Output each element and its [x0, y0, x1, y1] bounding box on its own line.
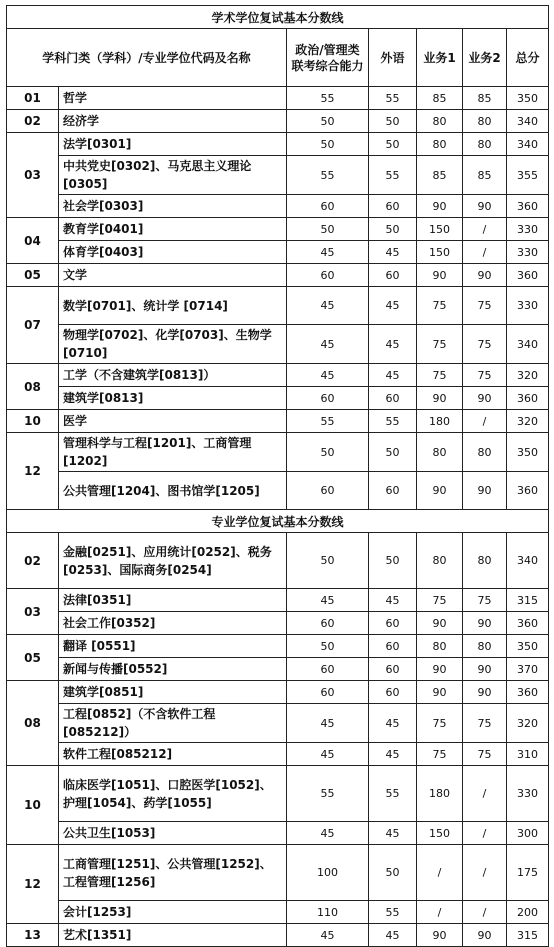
total-score: 360	[507, 612, 549, 635]
table-row	[7, 612, 549, 635]
language-score: 60	[369, 612, 417, 635]
section-title: 学术学位复试基本分数线	[7, 6, 549, 29]
business1-score: 90	[417, 195, 463, 218]
discipline-name: 新闻与传播[0552]	[59, 658, 287, 681]
discipline-name: 法学[0301]	[59, 133, 287, 156]
table-row	[7, 156, 549, 195]
total-score: 330	[507, 241, 549, 264]
table-row	[7, 533, 549, 589]
business2-score: 75	[463, 589, 507, 612]
business1-score: 75	[417, 743, 463, 766]
business1-score: 85	[417, 156, 463, 195]
business1-score: 90	[417, 612, 463, 635]
language-score: 60	[369, 635, 417, 658]
business2-score: 90	[463, 472, 507, 510]
business2-score: 75	[463, 743, 507, 766]
politics-score: 50	[287, 635, 369, 658]
discipline-code: 10	[7, 766, 59, 845]
section-title-row	[7, 510, 549, 533]
business2-score: /	[463, 766, 507, 822]
business1-score: 90	[417, 387, 463, 410]
language-score: 45	[369, 589, 417, 612]
discipline-name: 教育学[0401]	[59, 218, 287, 241]
discipline-name: 法律[0351]	[59, 589, 287, 612]
discipline-name: 中共党史[0302]、马克思主义理论[0305]	[59, 156, 287, 195]
politics-score: 55	[287, 87, 369, 110]
business1-score: 75	[417, 287, 463, 325]
business2-score: /	[463, 901, 507, 924]
total-score: 360	[507, 264, 549, 287]
table-row	[7, 287, 549, 325]
discipline-code: 08	[7, 364, 59, 410]
business1-score: 75	[417, 704, 463, 743]
business2-score: 80	[463, 635, 507, 658]
header-total: 总分	[507, 29, 549, 87]
business1-score: 85	[417, 87, 463, 110]
discipline-name: 社会工作[0352]	[59, 612, 287, 635]
language-score: 45	[369, 924, 417, 947]
politics-score: 60	[287, 195, 369, 218]
business2-score: 75	[463, 364, 507, 387]
discipline-name: 医学	[59, 410, 287, 433]
business2-score: /	[463, 822, 507, 845]
politics-score: 50	[287, 133, 369, 156]
language-score: 45	[369, 241, 417, 264]
business1-score: 150	[417, 218, 463, 241]
table-row	[7, 364, 549, 387]
language-score: 45	[369, 287, 417, 325]
discipline-name: 经济学	[59, 110, 287, 133]
politics-score: 60	[287, 658, 369, 681]
table-row	[7, 410, 549, 433]
total-score: 360	[507, 195, 549, 218]
business2-score: 90	[463, 658, 507, 681]
discipline-code: 02	[7, 533, 59, 589]
business1-score: 80	[417, 133, 463, 156]
table-row	[7, 589, 549, 612]
total-score: 360	[507, 387, 549, 410]
total-score: 360	[507, 472, 549, 510]
total-score: 355	[507, 156, 549, 195]
politics-score: 45	[287, 589, 369, 612]
discipline-code: 05	[7, 635, 59, 681]
politics-score: 60	[287, 387, 369, 410]
language-score: 55	[369, 87, 417, 110]
politics-score: 45	[287, 241, 369, 264]
discipline-code: 12	[7, 433, 59, 510]
total-score: 175	[507, 845, 549, 901]
language-score: 55	[369, 156, 417, 195]
discipline-name: 金融[0251]、应用统计[0252]、税务[0253]、国际商务[0254]	[59, 533, 287, 589]
business2-score: 80	[463, 533, 507, 589]
politics-score: 55	[287, 156, 369, 195]
politics-score: 110	[287, 901, 369, 924]
language-score: 50	[369, 218, 417, 241]
table-row	[7, 110, 549, 133]
total-score: 315	[507, 589, 549, 612]
discipline-name: 物理学[0702]、化学[0703]、生物学[0710]	[59, 325, 287, 364]
politics-score: 100	[287, 845, 369, 901]
business2-score: 90	[463, 195, 507, 218]
section-title-row	[7, 6, 549, 29]
table-row	[7, 87, 549, 110]
business2-score: /	[463, 218, 507, 241]
business1-score: 150	[417, 241, 463, 264]
table-row	[7, 743, 549, 766]
score-table-container	[6, 5, 548, 947]
politics-score: 60	[287, 612, 369, 635]
business2-score: 85	[463, 87, 507, 110]
table-row	[7, 658, 549, 681]
discipline-code: 07	[7, 287, 59, 364]
total-score: 340	[507, 533, 549, 589]
business1-score: 90	[417, 924, 463, 947]
politics-score: 45	[287, 325, 369, 364]
business1-score: 90	[417, 264, 463, 287]
business1-score: 80	[417, 433, 463, 472]
business1-score: 90	[417, 681, 463, 704]
language-score: 60	[369, 195, 417, 218]
total-score: 340	[507, 110, 549, 133]
business2-score: 75	[463, 704, 507, 743]
discipline-code: 03	[7, 589, 59, 635]
discipline-name: 哲学	[59, 87, 287, 110]
discipline-name: 工程[0852]（不含软件工程[085212]）	[59, 704, 287, 743]
politics-score: 60	[287, 681, 369, 704]
discipline-name: 管理科学与工程[1201]、工商管理[1202]	[59, 433, 287, 472]
table-row	[7, 704, 549, 743]
header-subject: 学科门类（学科）/专业学位代码及名称	[7, 29, 287, 87]
total-score: 350	[507, 635, 549, 658]
total-score: 315	[507, 924, 549, 947]
header-business1: 业务1	[417, 29, 463, 87]
business2-score: 90	[463, 612, 507, 635]
total-score: 370	[507, 658, 549, 681]
business2-score: 85	[463, 156, 507, 195]
politics-score: 55	[287, 410, 369, 433]
business2-score: /	[463, 410, 507, 433]
politics-score: 45	[287, 743, 369, 766]
politics-score: 45	[287, 822, 369, 845]
discipline-name: 数学[0701]、统计学 [0714]	[59, 287, 287, 325]
header-language: 外语	[369, 29, 417, 87]
business1-score: 80	[417, 635, 463, 658]
language-score: 60	[369, 681, 417, 704]
language-score: 50	[369, 845, 417, 901]
table-row	[7, 241, 549, 264]
business2-score: 80	[463, 110, 507, 133]
language-score: 50	[369, 533, 417, 589]
politics-score: 60	[287, 264, 369, 287]
politics-score: 50	[287, 433, 369, 472]
table-row	[7, 195, 549, 218]
total-score: 300	[507, 822, 549, 845]
politics-score: 50	[287, 533, 369, 589]
discipline-name: 建筑学[0813]	[59, 387, 287, 410]
total-score: 330	[507, 218, 549, 241]
language-score: 50	[369, 133, 417, 156]
total-score: 310	[507, 743, 549, 766]
discipline-name: 工学（不含建筑学[0813]）	[59, 364, 287, 387]
business2-score: 80	[463, 433, 507, 472]
table-row	[7, 924, 549, 947]
language-score: 50	[369, 433, 417, 472]
discipline-code: 03	[7, 133, 59, 218]
table-row	[7, 766, 549, 822]
table-row	[7, 433, 549, 472]
business1-score: 180	[417, 410, 463, 433]
discipline-name: 会计[1253]	[59, 901, 287, 924]
language-score: 55	[369, 410, 417, 433]
discipline-code: 05	[7, 264, 59, 287]
table-row	[7, 472, 549, 510]
business1-score: 90	[417, 658, 463, 681]
politics-score: 45	[287, 364, 369, 387]
business1-score: 80	[417, 533, 463, 589]
table-row	[7, 901, 549, 924]
business1-score: 180	[417, 766, 463, 822]
business2-score: 90	[463, 681, 507, 704]
total-score: 360	[507, 681, 549, 704]
discipline-code: 04	[7, 218, 59, 264]
total-score: 350	[507, 433, 549, 472]
table-row	[7, 845, 549, 901]
language-score: 45	[369, 325, 417, 364]
discipline-code: 10	[7, 410, 59, 433]
total-score: 350	[507, 87, 549, 110]
discipline-name: 软件工程[085212]	[59, 743, 287, 766]
language-score: 45	[369, 364, 417, 387]
discipline-code: 01	[7, 87, 59, 110]
total-score: 320	[507, 364, 549, 387]
politics-score: 50	[287, 218, 369, 241]
header-business2: 业务2	[463, 29, 507, 87]
table-row	[7, 133, 549, 156]
language-score: 55	[369, 901, 417, 924]
table-row	[7, 218, 549, 241]
table-row	[7, 325, 549, 364]
business2-score: 75	[463, 325, 507, 364]
language-score: 50	[369, 110, 417, 133]
discipline-code: 02	[7, 110, 59, 133]
section-title: 专业学位复试基本分数线	[7, 510, 549, 533]
language-score: 45	[369, 704, 417, 743]
discipline-name: 工商管理[1251]、公共管理[1252]、工程管理[1256]	[59, 845, 287, 901]
politics-score: 45	[287, 924, 369, 947]
business1-score: 75	[417, 364, 463, 387]
table-row	[7, 635, 549, 658]
discipline-code: 12	[7, 845, 59, 924]
politics-score: 45	[287, 287, 369, 325]
table-row	[7, 387, 549, 410]
language-score: 60	[369, 472, 417, 510]
business1-score: /	[417, 845, 463, 901]
business1-score: /	[417, 901, 463, 924]
total-score: 340	[507, 133, 549, 156]
politics-score: 50	[287, 110, 369, 133]
table-row	[7, 822, 549, 845]
business1-score: 75	[417, 589, 463, 612]
politics-score: 60	[287, 472, 369, 510]
discipline-name: 公共管理[1204]、图书馆学[1205]	[59, 472, 287, 510]
business1-score: 90	[417, 472, 463, 510]
business2-score: /	[463, 845, 507, 901]
business2-score: 75	[463, 287, 507, 325]
business2-score: 80	[463, 133, 507, 156]
language-score: 60	[369, 264, 417, 287]
discipline-name: 公共卫生[1053]	[59, 822, 287, 845]
business2-score: 90	[463, 387, 507, 410]
business2-score: /	[463, 241, 507, 264]
business1-score: 75	[417, 325, 463, 364]
total-score: 330	[507, 766, 549, 822]
total-score: 320	[507, 410, 549, 433]
total-score: 320	[507, 704, 549, 743]
discipline-name: 体育学[0403]	[59, 241, 287, 264]
politics-score: 55	[287, 766, 369, 822]
discipline-name: 翻译 [0551]	[59, 635, 287, 658]
discipline-name: 社会学[0303]	[59, 195, 287, 218]
header-politics: 政治/管理类联考综合能力	[287, 29, 369, 87]
language-score: 45	[369, 743, 417, 766]
total-score: 340	[507, 325, 549, 364]
business2-score: 90	[463, 264, 507, 287]
total-score: 330	[507, 287, 549, 325]
table-row	[7, 681, 549, 704]
business1-score: 80	[417, 110, 463, 133]
language-score: 60	[369, 658, 417, 681]
politics-score: 45	[287, 704, 369, 743]
discipline-name: 文学	[59, 264, 287, 287]
total-score: 200	[507, 901, 549, 924]
language-score: 60	[369, 387, 417, 410]
discipline-name: 艺术[1351]	[59, 924, 287, 947]
table-row	[7, 264, 549, 287]
score-table	[6, 5, 549, 947]
language-score: 55	[369, 766, 417, 822]
header-row	[7, 29, 549, 87]
language-score: 45	[369, 822, 417, 845]
discipline-code: 13	[7, 924, 59, 947]
business1-score: 150	[417, 822, 463, 845]
discipline-name: 临床医学[1051]、口腔医学[1052]、护理[1054]、药学[1055]	[59, 766, 287, 822]
business2-score: 90	[463, 924, 507, 947]
discipline-code: 08	[7, 681, 59, 766]
discipline-name: 建筑学[0851]	[59, 681, 287, 704]
